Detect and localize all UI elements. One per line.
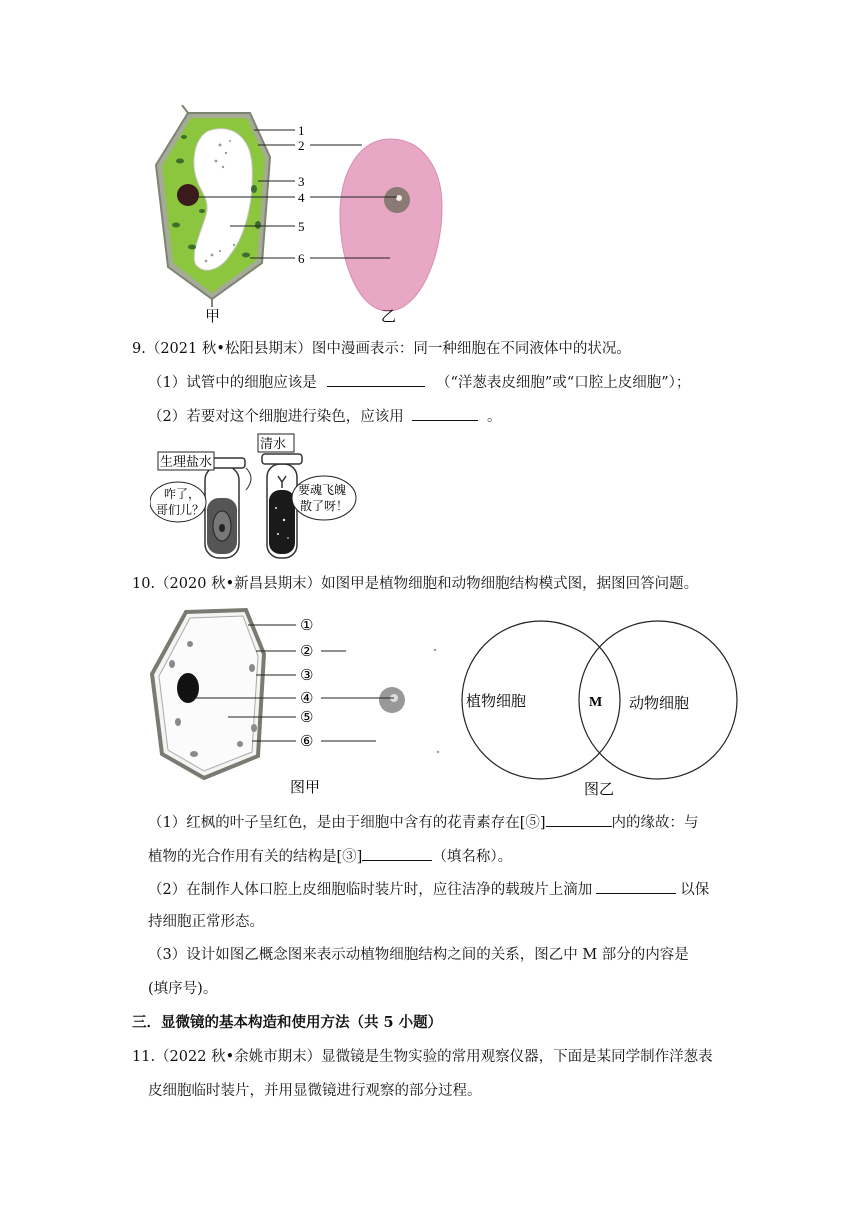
caption-fig-b: 图乙 [584, 780, 615, 798]
caption-fig-a: 图甲 [290, 778, 321, 796]
q10-part2-text-a: （2）在制作人体口腔上皮细胞临时装片时，应往洁净的载玻片上滴加 [148, 882, 593, 898]
q9-part1-hint: （“洋葱表皮细胞”或“口腔上皮细胞”）； [435, 375, 691, 391]
q10-label-4: ④ [300, 691, 314, 707]
figure-jia-yi-q10 [148, 604, 748, 800]
q10-part2-line1 [148, 878, 709, 900]
q11-line2: 皮细胞临时装片，并用显微镜进行观察的部分过程。 [148, 1083, 482, 1099]
q10-part1-line2 [148, 845, 512, 867]
q10-label-3: ③ [300, 668, 314, 684]
venn-m-label: M [589, 695, 603, 710]
q10-part1-text-b: 内的缘故：与 [611, 815, 699, 831]
q10-label-5: ⑤ [300, 710, 314, 726]
q9-part1-text: （1）试管中的细胞应该是 [148, 375, 317, 391]
caption-yi: 乙 [381, 309, 397, 325]
q9-part2-text: （2）若要对这个细胞进行染色，应该用 [148, 409, 404, 425]
q10-label-2: ② [300, 644, 314, 660]
q10-part1-blank-1[interactable] [546, 811, 612, 827]
q10-part1-text-d: （填名称）。 [432, 849, 513, 865]
caption-jia: 甲 [205, 307, 221, 325]
bubble-left-line1: 咋了， [164, 487, 201, 501]
venn-animal-label: 动物细胞 [629, 694, 690, 712]
q10-part3-line1: （3）设计如图乙概念图来表示动植物细胞结构之间的关系，图乙中 M 部分的内容是 [148, 947, 689, 963]
tag-saline: 生理盐水 [160, 455, 213, 470]
figure-cells-jia-yi [150, 105, 460, 327]
bubble-right-line2: 散了呀！ [300, 499, 349, 513]
q10-part2-text-b: 以保 [680, 882, 710, 898]
q10-label-6: ⑥ [300, 734, 314, 750]
bubble-left-line2: 哥们儿？ [156, 503, 205, 517]
label-5: 5 [298, 219, 305, 234]
q9-part2-end: 。 [486, 409, 502, 425]
label-6: 6 [298, 251, 305, 266]
label-1: 1 [298, 123, 305, 138]
q9-part1-blank[interactable] [327, 371, 425, 387]
q10-part1-line1 [148, 811, 699, 833]
bubble-right-line1: 要魂飞魄 [298, 483, 347, 497]
q10-label-1: ① [300, 618, 314, 634]
q10-stem: 10.（2020 秋•新昌县期末）如图甲是植物细胞和动物细胞结构模式图，据图回答问题。 [132, 576, 699, 592]
q9-part2 [148, 405, 501, 427]
figure-test-tube-cartoon [150, 428, 360, 564]
q11-line1: 11.（2022 秋•余姚市期末）显微镜是生物实验的常用观察仪器，下面是某同学制作洋葱表 [132, 1049, 713, 1065]
tag-water: 清水 [260, 437, 287, 452]
q9-part1 [148, 371, 690, 393]
animal-cell-membrane [340, 139, 442, 311]
venn-plant-label: 植物细胞 [466, 692, 527, 710]
q10-part1-text-a: （1）红枫的叶子呈红色，是由于细胞中含有的花青素存在[⑤] [148, 815, 546, 831]
q10-part1-blank-2[interactable] [362, 845, 432, 861]
label-3: 3 [298, 174, 305, 189]
section-3-heading: 三．显微镜的基本构造和使用方法（共 5 小题） [132, 1014, 443, 1031]
q9-part2-blank[interactable] [412, 405, 478, 421]
q9-stem: 9.（2021 秋•松阳县期末）图中漫画表示：同一种细胞在不同液体中的状况。 [132, 341, 631, 357]
label-4: 4 [298, 190, 305, 205]
label-2: 2 [298, 138, 305, 153]
q10-part1-text-c: 植物的光合作用有关的结构是[③] [148, 849, 363, 865]
q10-part2-blank[interactable] [596, 878, 676, 894]
q10-part3-line2: (填序号)。 [148, 981, 218, 997]
plant-cell-nucleus [177, 184, 199, 206]
q10-part2-line2: 持细胞正常形态。 [148, 914, 264, 930]
